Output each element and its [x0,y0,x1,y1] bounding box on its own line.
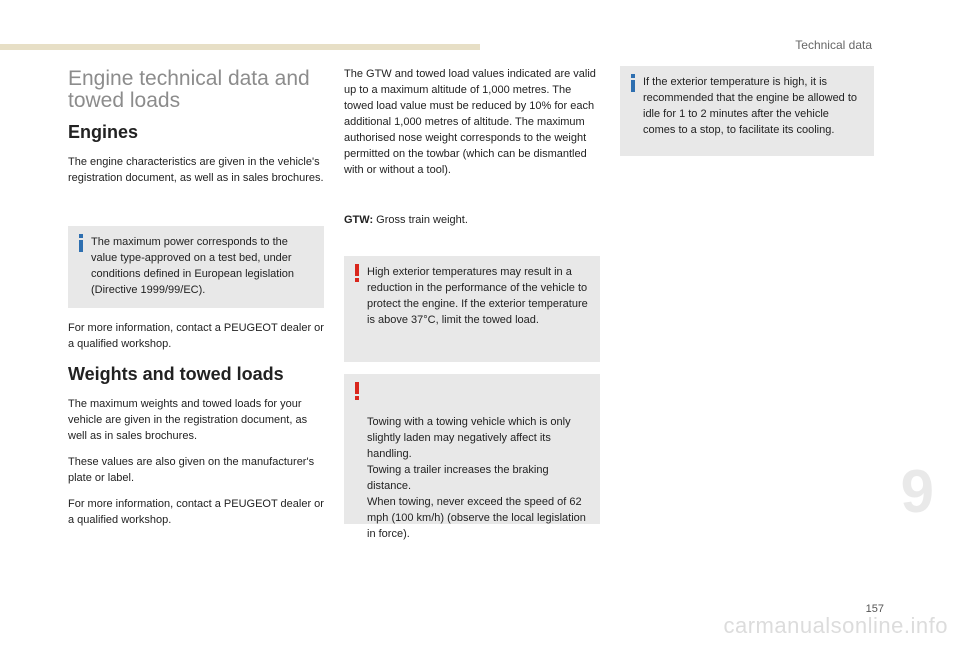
column-right [620,66,874,168]
info-box-power [68,226,324,308]
page-title-line1: Engine technical data and [68,67,310,90]
gtw-paragraph: The GTW and towed load values indicated are valid up to a maximum altitude of 1,000 metres. The towed load value must be reduced by 10% for each additional 1,000 metres of altitude. The maximum authorised nose weight corresponds to the weight permitted on the towbar (which can be dismantled with or without a tool). [344,68,596,176]
warning-icon [352,382,362,400]
info-box-idle-text: If the exterior temperature is high, it is recommended that the engine be allowed to idle for 1 to 2 minutes after the vehicle comes to a stop, to facilitate its cooling. [643,76,858,136]
page-title [68,68,324,112]
section-title: Technical data [795,38,872,52]
watermark-text: carmanualsonline.info [723,613,948,638]
page-number: 157 [865,603,884,615]
info-icon [628,74,638,92]
column-middle [344,66,600,540]
weights-paragraph: The maximum weights and towed loads for your vehicle are given in the registration document, as well as in sales brochures. [68,398,308,442]
warning-box-temperature-text: High exterior temperatures may result in a reduction in the performance of the vehicle to protect the engine. If the exterior temperature is above 37°C, limit the towed load. [367,266,588,326]
warning-icon [352,264,362,282]
gtw-definition [344,212,600,228]
gtw-label: GTW: [344,214,374,226]
chapter-number: 9 [900,458,934,525]
info-box-idle [620,66,874,156]
info-icon [76,234,86,252]
weights-heading: Weights and towed loads [68,364,284,384]
warning-box-towing-text: Towing with a towing vehicle which is only slightly laden may negatively affect its handling. Towing a trailer increases the braking distance. When towing, never exceed the speed of 62 mph (100 km/h) (observe the local legislation in force). [367,416,586,540]
page-title-line2: towed loads [68,89,181,112]
plate-paragraph: These values are also given on the manufacturer's plate or label. [68,456,315,484]
engines-heading: Engines [68,122,139,142]
contact-paragraph-2: For more information, contact a PEUGEOT dealer or a qualified workshop. [68,498,324,526]
header-rule [0,44,480,50]
warning-box-towing [344,374,600,540]
warning-box-temperature [344,256,600,362]
info-box-power-text: The maximum power corresponds to the value type-approved on a test bed, under conditions defined in European legislation (Directive 1999/99/EC). [91,236,295,296]
contact-paragraph-1: For more information, contact a PEUGEOT dealer or a qualified workshop. [68,322,324,350]
gtw-definition-text: Gross train weight. [373,214,468,226]
column-left [68,66,324,538]
engines-paragraph: The engine characteristics are given in the vehicle's registration document, as well as in sales brochures. [68,156,324,184]
